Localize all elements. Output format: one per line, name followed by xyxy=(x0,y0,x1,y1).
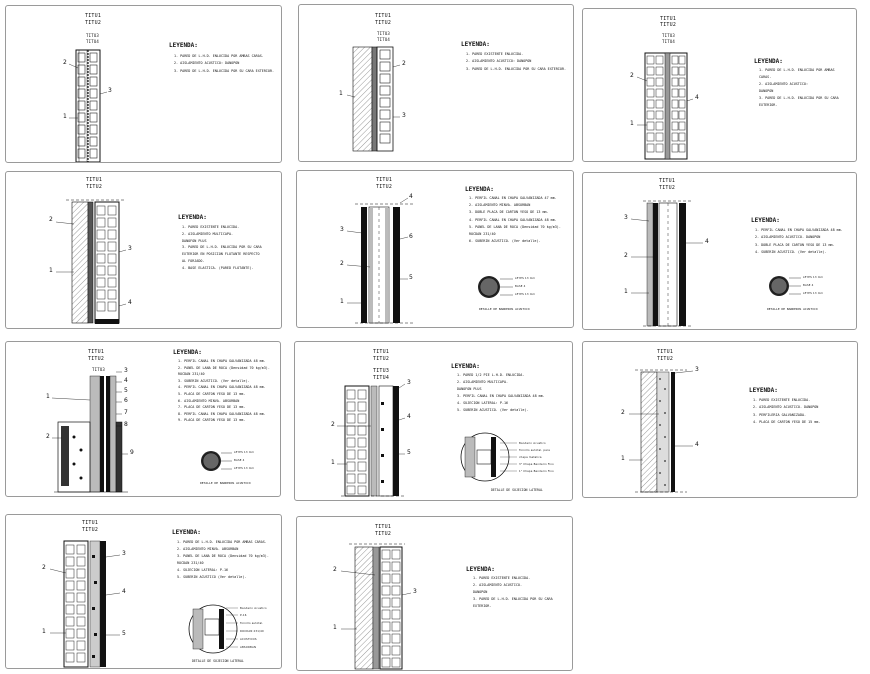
callout-label: 4 xyxy=(407,413,412,420)
legend-item: EXTERIOR. xyxy=(473,604,492,608)
callout-label: 5 xyxy=(407,449,412,456)
callout-label: 3 xyxy=(124,367,129,374)
callout-label: 1 xyxy=(621,455,626,462)
callout-label: 5 xyxy=(409,274,414,281)
legend-item: 4. SUJECION LATERAL: P-16 xyxy=(177,568,229,572)
detail-label: LEYES 13 mm xyxy=(803,276,824,279)
legend-item: 2. AISLAMIENTO ACUSTICO. xyxy=(473,583,522,587)
legend-item: 8. PERFIL CANAL EN CHAPA GALVANIZADA 48 mm. xyxy=(178,411,266,416)
legend-item: 3. DOBLE PLACA DE CARTON YESO DE 13 mm. xyxy=(755,242,835,247)
legend-item: DANOPON xyxy=(473,590,488,594)
legend-item: 2. AISLAMIENTO ACUSTICO. DANOPON xyxy=(755,235,821,240)
callout-label: 4 xyxy=(124,377,129,384)
detail-panel-7 xyxy=(5,341,281,497)
wall-section-drawing-8 xyxy=(295,342,573,501)
detail-panel-5 xyxy=(296,170,574,328)
title-line-1: TITU1 xyxy=(375,524,392,530)
detail-caption: DETALLE DE BANDEROS ACUSTICO xyxy=(200,481,251,485)
legend-item: ROCDAN 231/40 xyxy=(178,372,205,377)
callout-label: 3 xyxy=(624,214,629,221)
legend-title: LEYENDA: xyxy=(465,186,494,193)
legend-list xyxy=(759,67,839,109)
legend-item: 6. SUBERIN ACUSTICO. (Ver detalle). xyxy=(469,239,541,244)
wall-section-drawing-1 xyxy=(6,6,282,163)
detail-label: chapa metalica xyxy=(519,456,542,459)
legend-item: 1. PARED EXISTENTE ENLUCIDA. xyxy=(473,576,531,580)
legend-item: 2. AISLAMIENTO ACUSTICO: DANOPON xyxy=(174,61,240,66)
legend-item: 4. PERFIL CANAL EN CHAPA GALVANIZADA 48 mm. xyxy=(469,217,557,222)
title-line-4: TITU4 xyxy=(373,375,390,381)
callout-label: 2 xyxy=(49,216,54,223)
title-line-2: TITU2 xyxy=(375,20,392,26)
legend-item: DANOFON PLUS xyxy=(457,387,482,391)
title-line-2: TITU2 xyxy=(375,531,392,537)
title-line-3: TITU3 xyxy=(86,33,100,38)
callout-label: 4 xyxy=(128,299,133,306)
legend-item: 4. PERFIL CANAL EN CHAPA GALVANIZADA 48 mm. xyxy=(178,385,266,390)
legend-item: 3. PERFIL CANAL EN CHAPA GALVANIZADA 48 mm. xyxy=(457,394,545,398)
legend-item: 3. PARED DE L.H.D. ENLUCIDA POR SU CARA xyxy=(759,96,839,100)
callout-label: 3 xyxy=(108,87,113,94)
title-line-1: TITU1 xyxy=(375,13,392,19)
legend-item: 9. PLACA DE CARTON YESO DE 13 mm. xyxy=(178,418,246,423)
detail-panel-3 xyxy=(582,8,857,162)
title-line-2: TITU2 xyxy=(373,356,390,362)
legend-list xyxy=(178,358,270,424)
legend-item: 5. PANEL DE LANA DE ROCA (Densidad 70 kg/m3). xyxy=(469,224,561,229)
title-line-3: TITU3 xyxy=(662,33,676,38)
legend-item: 6. AISLAMIENTO MINVA. ABSORBAN xyxy=(178,398,240,403)
legend-title: LEYENDA: xyxy=(751,217,780,224)
legend-item: EXTERIOR. xyxy=(759,103,778,107)
detail-label: ABSORBAN xyxy=(240,646,257,649)
callout-label: 5 xyxy=(124,387,129,394)
title-line-2: TITU2 xyxy=(88,356,105,362)
title-line-3: TITU3 xyxy=(377,31,391,36)
callout-label: 7 xyxy=(124,409,129,416)
legend-title: LEYENDA: xyxy=(754,58,783,65)
callout-label: 1 xyxy=(340,298,345,305)
callout-label: 1 xyxy=(333,624,338,631)
legend-list xyxy=(469,195,561,245)
detail-label: ACUSTICOS xyxy=(240,638,257,641)
legend-item: 1. PARED EXISTENTE ENLUCIDA. xyxy=(182,225,240,229)
title-line-4: TITU4 xyxy=(86,39,100,44)
callout-label: 3 xyxy=(402,112,407,119)
callout-label: 1 xyxy=(49,267,54,274)
callout-label: 3 xyxy=(413,588,418,595)
detail-label: LEYES 13 mm xyxy=(234,451,255,454)
legend-title: LEYENDA: xyxy=(172,529,201,536)
callout-label: 3 xyxy=(122,550,127,557)
legend-item: 1. PARED EXISTENTE ENLUCIDA. xyxy=(753,398,811,402)
detail-label: LEYES 13 mm xyxy=(515,277,536,280)
legend-list xyxy=(466,51,566,73)
legend-title: LEYENDA: xyxy=(749,387,778,394)
detail-label: BASE 4 xyxy=(803,284,814,287)
callout-label: 2 xyxy=(63,59,68,66)
legend-item: 1. PERFIL CANAL EN CHAPA GALVANIZADA 48 mm. xyxy=(178,359,266,363)
detail-label: BASE 4 xyxy=(515,285,526,288)
title-line-4: TITU4 xyxy=(377,37,391,42)
detail-caption: DETALLE DE BANDEROS ACUSTICO xyxy=(767,307,818,311)
detail-panel-11 xyxy=(296,516,573,671)
legend-title: LEYENDA: xyxy=(178,214,207,221)
callout-label: 2 xyxy=(621,409,626,416)
callout-label: 2 xyxy=(42,564,47,571)
wall-section-drawing-2 xyxy=(299,5,574,162)
legend-item: 2. AISLAMIENTO MINVA. ABSORBAN xyxy=(177,547,239,551)
detail-label: LEYES 13 mm xyxy=(803,292,824,295)
title-line-4: TITU4 xyxy=(662,39,676,44)
legend-item: EXTERIOR EN POSICION FLOTANTE RESPECTO xyxy=(182,252,260,257)
legend-list xyxy=(174,53,274,75)
callout-label: 4 xyxy=(409,193,414,200)
detail-label: 3" Chapa Banderin Fino xyxy=(519,463,554,466)
callout-label: 9 xyxy=(130,449,135,456)
title-line-1: TITU1 xyxy=(88,349,105,355)
title-line-1: TITU1 xyxy=(660,16,677,22)
callout-label: 2 xyxy=(46,433,51,440)
title-line-1: TITU1 xyxy=(86,177,103,183)
legend-item: 2. AISLAMIENTO MULTICAPA. xyxy=(457,380,509,384)
callout-label: 1 xyxy=(63,113,68,120)
legend-item: 4. BASE ELASTICA. (PARED FLOTANTE). xyxy=(182,265,254,270)
callout-label: 6 xyxy=(124,397,129,404)
callout-label: 3 xyxy=(340,226,345,233)
title-line-1: TITU1 xyxy=(376,177,393,183)
callout-label: 5 xyxy=(122,630,127,637)
callout-label: 2 xyxy=(630,72,635,79)
legend-item: 1. PARED EXISTENTE ENLUCIDA. xyxy=(466,52,524,56)
legend-list xyxy=(755,227,843,257)
legend-item: 2. AISLAMIENTO MINVA. ABSORBAN xyxy=(469,203,531,208)
legend-item: 7. PLACA DE CARTON YESO DE 13 mm. xyxy=(178,405,246,410)
title-line-2: TITU2 xyxy=(659,185,676,191)
detail-panel-10 xyxy=(5,514,282,669)
callout-label: 4 xyxy=(695,94,700,101)
callout-label: 2 xyxy=(624,252,629,259)
detail-label: LEYES 13 mm xyxy=(515,293,536,296)
title-line-1: TITU1 xyxy=(657,349,674,355)
detail-label: BASE 4 xyxy=(234,459,245,462)
callout-label: 8 xyxy=(124,421,129,428)
title-line-1: TITU1 xyxy=(659,178,676,184)
title-line-2: TITU2 xyxy=(657,356,674,362)
detail-panel-8 xyxy=(294,341,573,501)
title-line-1: TITU1 xyxy=(373,349,390,355)
callout-label: 2 xyxy=(333,566,338,573)
detail-label: Banderin Acustico xyxy=(240,607,267,610)
detail-label: Banderin Acustico xyxy=(519,442,546,445)
detail-label: ROCDAN 231/40 xyxy=(240,630,264,633)
callout-label: 3 xyxy=(128,245,133,252)
detail-panel-1 xyxy=(5,5,282,163)
title-line-2: TITU2 xyxy=(86,184,103,190)
callout-label: 2 xyxy=(402,60,407,67)
legend-title: LEYENDA: xyxy=(466,566,495,573)
callout-label: 1 xyxy=(46,393,51,400)
legend-item: 1. PARED DE L.H.D. ENLUCIDA POR AMBAS xyxy=(759,68,835,72)
legend-item: AL FORJADO. xyxy=(182,258,205,263)
legend-item: 4. SUJECION LATERAL: P-16 xyxy=(457,401,509,405)
legend-item: 4. PLACA DE CARTON YESO DE 15 mm. xyxy=(753,420,821,425)
legend-title: LEYENDA: xyxy=(173,349,202,356)
legend-item: 5. SUBERIN ACUSTICO. (Ver detalle). xyxy=(457,408,529,412)
callout-label: 1 xyxy=(624,288,629,295)
legend-item: 2. AISLAMIENTO MULTICAPA. xyxy=(182,231,234,236)
legend-list xyxy=(473,575,553,610)
legend-item: DANOPON xyxy=(759,89,774,93)
legend-item: 3. PANEL DE LANA DE ROCA (Densidad 70 kg/m3). xyxy=(177,554,269,558)
detail-panel-4 xyxy=(5,171,282,329)
title-line-1: TITU1 xyxy=(85,13,102,19)
legend-item: 4. SUBERIN ACUSTICO. (Ver detalle). xyxy=(755,250,827,255)
callout-label: 2 xyxy=(331,421,336,428)
legend-item: 1. PARED 1/2 PIE L.H.D. ENLUCIDA. xyxy=(457,373,525,377)
title-line-2: TITU2 xyxy=(660,22,677,28)
title-line-2: TITU2 xyxy=(376,184,393,190)
detail-caption: DETALLE DE BANDEROS ACUSTICO xyxy=(479,307,530,311)
legend-item: 3. PARED DE L.H.D. ENLUCIDA POR SU CARA EXTERIOR. xyxy=(174,68,275,73)
legend-title: LEYENDA: xyxy=(451,363,480,370)
legend-item: 5. SUBERIN ACUSTICO (Ver detalle). xyxy=(177,575,247,579)
legend-item: 3. PARED DE L.H.D. ENLUCIDA POR SU CARA xyxy=(473,597,553,601)
legend-item: 2. AISLAMIENTO ACUSTICO. DANOPON xyxy=(753,405,819,410)
title-line-2: TITU2 xyxy=(82,527,99,533)
detail-label: P-16 xyxy=(240,614,247,617)
legend-item: CARAS. xyxy=(759,75,772,79)
detail-caption: DETALLE DE SUJECION LATERAL xyxy=(491,488,543,492)
callout-label: 1 xyxy=(339,90,344,97)
callout-label: 2 xyxy=(340,260,345,267)
legend-item: 1. PERFIL CANAL EN CHAPA GALVANIZADA 47 mm. xyxy=(469,196,557,200)
legend-item: 2. AISLAMIENTO ACUSTICO: xyxy=(759,82,808,86)
callout-label: 4 xyxy=(695,441,700,448)
legend-item: 3. SUBERIN ACUSTICO. (Ver detalle). xyxy=(178,378,250,383)
legend-item: 5. PLACA DE CARTON YESO DE 13 mm. xyxy=(178,391,246,396)
title-line-2: TITU2 xyxy=(85,20,102,26)
detail-panel-9 xyxy=(582,341,858,498)
detail-label: Tornillo autotal. xyxy=(240,622,264,625)
legend-item: DANOFON PLUS xyxy=(182,238,207,243)
legend-item: 3. PARED DE L.H.D. ENLUCIDA POR SU CARA xyxy=(182,245,262,250)
legend-list xyxy=(177,539,269,581)
legend-title: LEYENDA: xyxy=(169,42,198,49)
callout-label: 6 xyxy=(409,233,414,240)
legend-list xyxy=(753,397,820,427)
detail-label: Tornillo autotal. para xyxy=(519,449,551,452)
detail-panel-2 xyxy=(298,4,574,162)
title-line-3: TITU3 xyxy=(373,368,390,374)
legend-item: 1. PARED DE L.H.D. ENLUCIDA POR AMBAS CARAS. xyxy=(177,540,267,544)
legend-list xyxy=(182,224,262,272)
legend-item: 3. PARED DE L.H.D. ENLUCIDA POR SU CARA EXTERIOR. xyxy=(466,66,567,71)
callout-label: 4 xyxy=(705,238,710,245)
callout-label: 1 xyxy=(630,120,635,127)
legend-item: 1. PARED DE L.H.D. ENLUCIDA POR AMBAS CARAS. xyxy=(174,54,264,58)
legend-list xyxy=(457,372,545,414)
callout-label: 4 xyxy=(122,588,127,595)
legend-item: 2. AISLAMIENTO ACUSTICO: DANOPON xyxy=(466,59,532,64)
callout-label: 3 xyxy=(407,379,412,386)
legend-item: 1. PERFIL CANAL EN CHAPA GALVANIZADA 48 mm. xyxy=(755,228,843,232)
legend-title: LEYENDA: xyxy=(461,41,490,48)
legend-item: 3. PERFILERIA GALVANIZADA. xyxy=(753,412,807,417)
detail-caption: DETALLE DE SUJECION LATERAL xyxy=(192,659,244,663)
detail-label: 1" Chapa Banderin Fino xyxy=(519,470,554,473)
title-line-3: TITU3 xyxy=(92,367,106,372)
title-line-1: TITU1 xyxy=(82,520,99,526)
legend-item: ROCDAN 231/40 xyxy=(177,561,204,565)
callout-label: 3 xyxy=(695,366,700,373)
callout-label: 1 xyxy=(42,628,47,635)
legend-item: 3. DOBLE PLACA DE CARTON YESO DE 13 mm. xyxy=(469,210,549,215)
legend-item: ROCDAN 231/40 xyxy=(469,232,496,237)
legend-item: 2. PANEL DE LANA DE ROCA (Densidad 70 kg/m3). xyxy=(178,365,270,370)
callout-label: 1 xyxy=(331,459,336,466)
detail-label: LEYES 13 mm xyxy=(234,467,255,470)
detail-panel-6 xyxy=(582,172,857,330)
